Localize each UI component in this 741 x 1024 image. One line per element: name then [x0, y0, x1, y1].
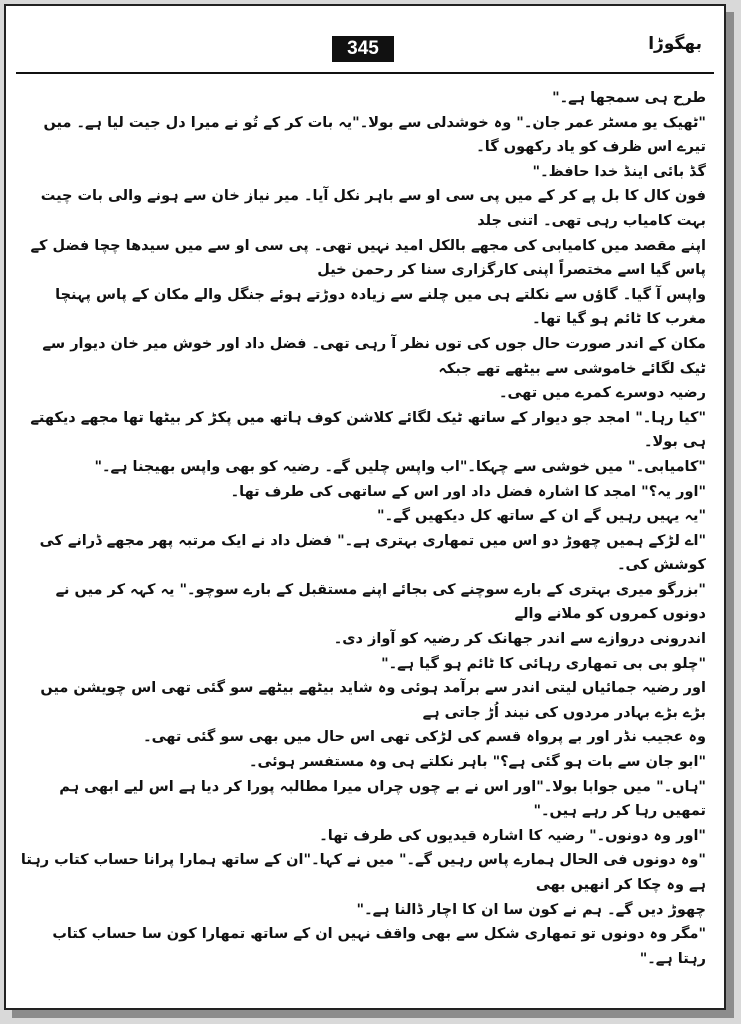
text-line: "کیا رہا۔" امجد جو دیوار کے ساتھ ٹیک لگائے کلاشن کوف ہاتھ میں پکڑ کر بیٹھا تھا مجھے دیکھتے ہی بولا۔: [30, 409, 706, 451]
text-line: طرح ہی سمجھا ہے۔": [552, 90, 706, 106]
text-line: "مگر وہ دونوں تو تمھاری شکل سے بھی واقف نہیں ان کے ساتھ تمھارا کون سا حساب کتاب رہتا ہے۔": [52, 926, 706, 967]
text-line: "اے لڑکے ہمیں چھوڑ دو اس میں تمھاری بہتری ہے۔" فضل داد نے ایک مرتبہ پھر مجھے ڈرانے کی کوشش کی۔: [39, 532, 706, 574]
text-line: "بزرگو میری بہتری کے بارے سوچنے کی بجائے اپنے مستقبل کے بارے سوچو۔" یہ کہہ کر میں نے دونوں کمروں کو ملانے والے: [55, 581, 706, 623]
text-line: "ہاں۔" میں جوابا بولا۔"اور اس نے بے چوں چراں میرا مطالبہ پورا کر دیا ہے اس لیے ابھی ہم تمھیں رہا کر رہے ہیں۔": [59, 778, 706, 820]
text-line: "ابو جان سے بات ہو گئی ہے؟" باہر نکلتے ہی وہ مستفسر ہوئی۔: [248, 754, 706, 771]
text-line: اور رضیہ جمائیاں لیتی اندر سے برآمد ہوئی وہ شاید بیٹھے بیٹھے سو گئی تھی اس چویشن میں بڑے بڑے بہادر مردوں کی نیند اُڑ جاتی ہے: [40, 680, 706, 721]
text-line: "وہ دونوں فی الحال ہمارے پاس رہیں گے۔" میں نے کہا۔"ان کے ساتھ ہمارا پرانا حساب کتاب رہتا ہے وہ چکا کر انھیں بھی: [20, 852, 706, 893]
text-line: "یہ یہیں رہیں گے ان کے ساتھ کل دیکھیں گے۔": [377, 508, 706, 525]
book-title: بھگوڑا: [648, 34, 702, 54]
book-page: [4, 4, 726, 1010]
text-line: "چلو بی بی تمھاری رہائی کا ٹائم ہو گیا ہے۔": [381, 655, 706, 672]
text-line: "اور یہ؟" امجد کا اشارہ فضل داد اور اس کے ساتھی کی طرف تھا۔: [230, 483, 706, 500]
header-divider: [16, 72, 714, 74]
text-line: اپنے مقصد میں کامیابی کی مجھے بالکل امید نہیں تھی۔ پی سی او سے میں سیدھا چچا فضل کے پاس گیا اسے مختصراً اپنی کارگزاری سنا کر رحمن خیل: [30, 237, 706, 279]
text-line: واپس آ گیا۔ گاؤں سے نکلتے ہی میں چلنے سے زیادہ دوڑتے ہوئے جنگل والے مکان کے پاس پہنچا مغرب کا ٹائم ہو گیا تھا۔: [55, 286, 706, 328]
text-line: فون کال کا بل پے کر کے میں پی سی او سے باہر نکل آیا۔ میر نیاز خان سے ہونے والی بات چیت بہت کامیاب رہی تھی۔ اتنی جلد: [40, 188, 706, 229]
text-line: اندرونی دروازے سے اندر جھانک کر رضیہ کو آواز دی۔: [333, 631, 706, 648]
text-line: گڈ بائی اینڈ خدا حافظ۔": [532, 163, 706, 180]
text-line: "اور وہ دونوں۔" رضیہ کا اشارہ قیدیوں کی طرف تھا۔: [319, 827, 706, 844]
text-line: "کامیابی۔" میں خوشی سے چہکا۔"اب واپس چلیں گے۔ رضیہ کو بھی واپس بھیجنا ہے۔": [94, 458, 706, 475]
text-line: "ٹھیک یو مسٹر عمر جان۔" وہ خوشدلی سے بولا۔"یہ بات کر کے تُو نے میرا دل جیت لیا ہے۔ میں تیرے اس ظرف کو یاد رکھوں گا۔: [43, 114, 706, 156]
page-body: [20, 86, 706, 998]
text-line: وہ عجیب نڈر اور بے پرواہ قسم کی لڑکی تھی اس حال میں بھی سو گئی تھی۔: [143, 729, 706, 746]
text-line: چھوڑ دیں گے۔ ہم نے کون سا ان کا اچار ڈالنا ہے۔": [356, 901, 706, 918]
text-line: رضیہ دوسرے کمرے میں تھی۔: [499, 385, 706, 402]
page-header: [6, 6, 724, 58]
text-line: مکان کے اندر صورت حال جوں کی توں نظر آ رہی تھی۔ فضل داد اور خوش میر خان دیوار سے ٹیک لگائے خاموشی سے بیٹھے تھے جبکہ: [42, 335, 706, 377]
page-number: 345: [332, 36, 394, 62]
